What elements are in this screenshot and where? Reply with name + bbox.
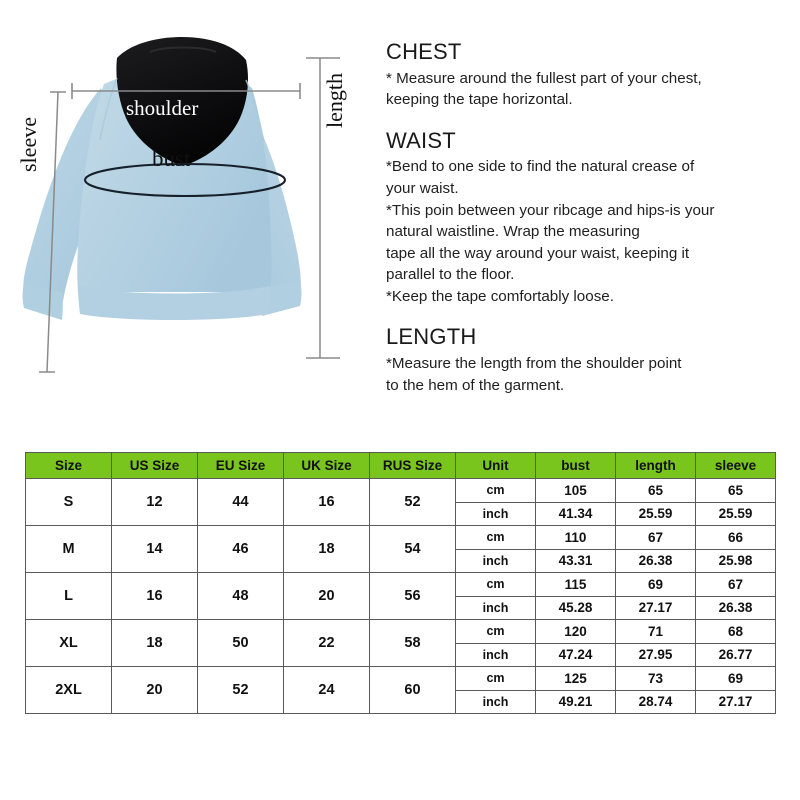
cell-uk: 22 <box>284 620 370 667</box>
table-row <box>26 479 776 503</box>
instruction-block-chest <box>386 40 780 111</box>
length-measure-label: length <box>322 73 347 128</box>
cell-sleeve-inch: 25.59 <box>696 502 776 526</box>
cell-sleeve-inch: 27.17 <box>696 690 776 714</box>
column-header-size: Size <box>26 453 112 479</box>
table-row <box>26 667 776 691</box>
cell-size: L <box>26 573 112 620</box>
cell-length-inch: 26.38 <box>616 549 696 573</box>
size-table-container <box>25 452 775 714</box>
cell-unit: cm <box>456 573 536 597</box>
cell-bust-cm: 115 <box>536 573 616 597</box>
instruction-heading: WAIST <box>386 127 456 153</box>
cell-unit: inch <box>456 502 536 526</box>
table-row <box>26 620 776 644</box>
instruction-line: * Measure around the fullest part of your chest, <box>386 69 702 87</box>
garment-illustration <box>0 0 370 430</box>
cell-size: 2XL <box>26 667 112 714</box>
cell-bust-inch: 41.34 <box>536 502 616 526</box>
column-header-sleeve: sleeve <box>696 453 776 479</box>
cell-bust-cm: 125 <box>536 667 616 691</box>
column-header-unit: Unit <box>456 453 536 479</box>
instruction-line: *Bend to one side to find the natural crease of <box>386 158 695 176</box>
cell-sleeve-cm: 65 <box>696 479 776 503</box>
cell-uk: 20 <box>284 573 370 620</box>
table-body <box>26 479 776 714</box>
cell-unit: cm <box>456 667 536 691</box>
measuring-instructions <box>386 40 780 396</box>
cell-bust-inch: 45.28 <box>536 596 616 620</box>
column-header-eu-size: EU Size <box>198 453 284 479</box>
cell-unit: cm <box>456 526 536 550</box>
cell-sleeve-inch: 26.38 <box>696 596 776 620</box>
cell-eu: 50 <box>198 620 284 667</box>
instruction-line: parallel to the floor. <box>386 266 515 284</box>
size-chart-table <box>25 452 776 714</box>
table-row <box>26 573 776 597</box>
cell-rus: 52 <box>370 479 456 526</box>
instruction-line: *This poin between your ribcage and hips-is your <box>386 201 715 219</box>
cell-length-inch: 28.74 <box>616 690 696 714</box>
cell-unit: inch <box>456 596 536 620</box>
cell-uk: 16 <box>284 479 370 526</box>
cell-eu: 46 <box>198 526 284 573</box>
cell-sleeve-cm: 69 <box>696 667 776 691</box>
cell-length-inch: 27.17 <box>616 596 696 620</box>
cell-eu: 48 <box>198 573 284 620</box>
cell-uk: 24 <box>284 667 370 714</box>
cell-us: 14 <box>112 526 198 573</box>
bust-measure-label: bust <box>152 146 191 171</box>
cell-bust-inch: 49.21 <box>536 690 616 714</box>
instruction-line: natural waistline. Wrap the measuring <box>386 223 640 241</box>
cell-unit: cm <box>456 479 536 503</box>
instruction-heading: LENGTH <box>386 324 477 350</box>
cell-size: XL <box>26 620 112 667</box>
cell-sleeve-cm: 67 <box>696 573 776 597</box>
cell-rus: 58 <box>370 620 456 667</box>
cell-bust-inch: 43.31 <box>536 549 616 573</box>
cell-size: S <box>26 479 112 526</box>
cell-rus: 60 <box>370 667 456 714</box>
cell-size: M <box>26 526 112 573</box>
cell-bust-cm: 105 <box>536 479 616 503</box>
cell-length-cm: 69 <box>616 573 696 597</box>
table-header <box>26 453 776 479</box>
column-header-rus-size: RUS Size <box>370 453 456 479</box>
sleeve-measure-label: sleeve <box>16 117 41 172</box>
cell-bust-cm: 120 <box>536 620 616 644</box>
instruction-line: tape all the way around your waist, keeping it <box>386 244 690 262</box>
instruction-line: your waist. <box>386 179 459 197</box>
cell-length-cm: 71 <box>616 620 696 644</box>
instruction-block-length <box>386 325 780 396</box>
cell-eu: 52 <box>198 667 284 714</box>
column-header-length: length <box>616 453 696 479</box>
cell-bust-cm: 110 <box>536 526 616 550</box>
cell-sleeve-cm: 66 <box>696 526 776 550</box>
hoodie-drawing <box>0 0 370 430</box>
cell-unit: inch <box>456 690 536 714</box>
cell-us: 20 <box>112 667 198 714</box>
table-header-row <box>26 453 776 479</box>
cell-unit: cm <box>456 620 536 644</box>
cell-bust-inch: 47.24 <box>536 643 616 667</box>
cell-length-cm: 65 <box>616 479 696 503</box>
cell-length-inch: 27.95 <box>616 643 696 667</box>
cell-length-inch: 25.59 <box>616 502 696 526</box>
cell-us: 16 <box>112 573 198 620</box>
cell-length-cm: 67 <box>616 526 696 550</box>
instruction-block-waist <box>386 129 780 308</box>
column-header-us-size: US Size <box>112 453 198 479</box>
cell-rus: 54 <box>370 526 456 573</box>
cell-uk: 18 <box>284 526 370 573</box>
cell-sleeve-cm: 68 <box>696 620 776 644</box>
column-header-uk-size: UK Size <box>284 453 370 479</box>
cell-unit: inch <box>456 549 536 573</box>
column-header-bust: bust <box>536 453 616 479</box>
instruction-line: *Measure the length from the shoulder point <box>386 355 682 373</box>
instruction-line: *Keep the tape comfortably loose. <box>386 287 614 305</box>
cell-sleeve-inch: 26.77 <box>696 643 776 667</box>
shoulder-measure-label: shoulder <box>126 96 199 120</box>
instruction-heading: CHEST <box>386 39 462 64</box>
instruction-line: keeping the tape horizontal. <box>386 91 573 109</box>
cell-unit: inch <box>456 643 536 667</box>
cell-rus: 56 <box>370 573 456 620</box>
cell-us: 12 <box>112 479 198 526</box>
cell-us: 18 <box>112 620 198 667</box>
table-row <box>26 526 776 550</box>
cell-length-cm: 73 <box>616 667 696 691</box>
instruction-line: to the hem of the garment. <box>386 376 565 394</box>
cell-sleeve-inch: 25.98 <box>696 549 776 573</box>
cell-eu: 44 <box>198 479 284 526</box>
